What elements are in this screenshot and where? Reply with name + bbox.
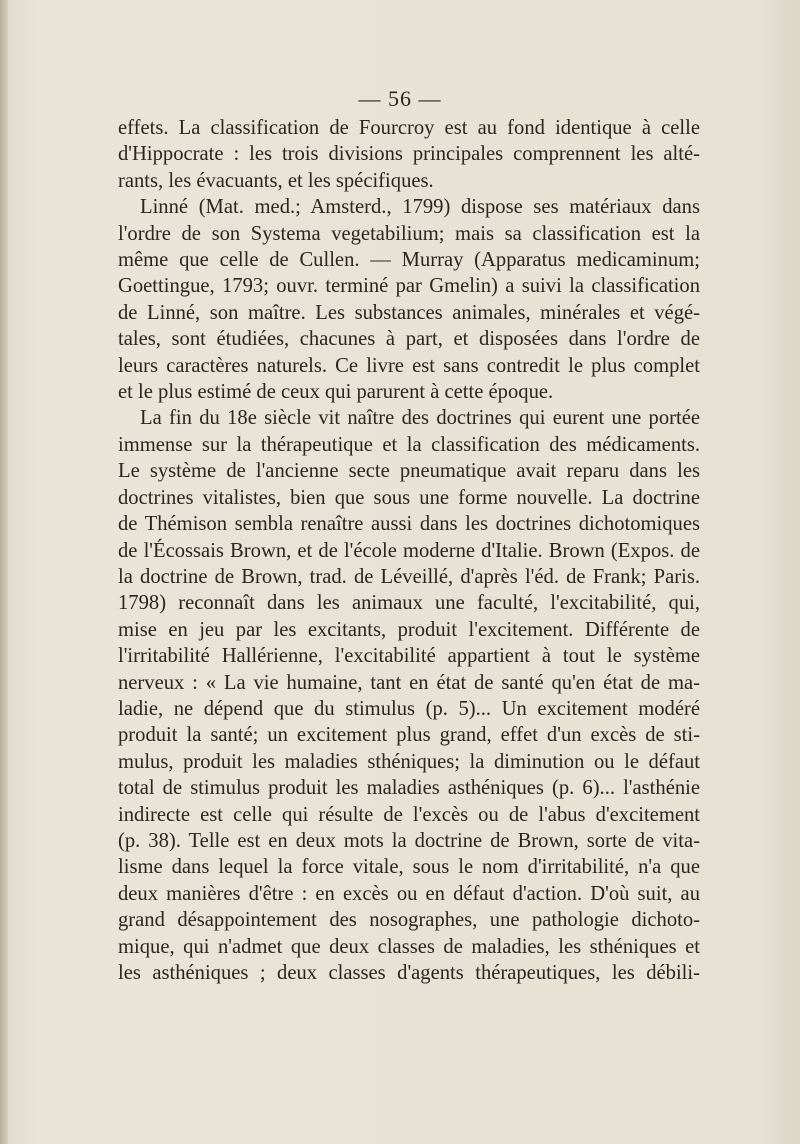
paragraph-1 [118,115,700,194]
text-line: mise en jeu par les excitants, produit l'excitement. Différente de [118,618,700,641]
text-line: l'irritabilité Hallérienne, l'excitabilité appartient à tout le système [118,645,700,668]
text-line: 1798) reconnaît dans les animaux une faculté, l'excitabilité, qui, [118,592,700,615]
text-line: de Thémison sembla renaître aussi dans les doctrines dichotomiques [118,513,700,536]
text-line: la doctrine de Brown, trad. de Léveillé, d'après l'éd. de Frank; Paris. [118,565,700,588]
text-line: indirecte est celle qui résulte de l'excès ou de l'abus d'excitement [118,803,700,826]
text-line: ladie, ne dépend que du stimulus (p. 5)... Un excitement modéré [118,697,700,720]
text-line: de l'Écossais Brown, et de l'école moderne d'Italie. Brown (Expos. de [118,539,700,562]
page-number: — 56 — [358,86,442,111]
text-line: lisme dans lequel la force vitale, sous le nom d'irritabilité, n'a que [118,856,700,879]
text-line: rants, les évacuants, et les spécifiques. [118,169,434,192]
text-line: leurs caractères naturels. Ce livre est sans contredit le plus complet [118,354,700,377]
text-line: immense sur la thérapeutique et la classification des médicaments. [118,433,700,456]
text-line: produit la santé; un excitement plus grand, effet d'un excès de sti- [118,724,700,747]
text-line: mique, qui n'admet que deux classes de maladies, les sthéniques et [118,935,700,958]
text-line: d'Hippocrate : les trois divisions principales comprennent les alté- [118,143,700,166]
text-line: grand désappointement des nosographes, une pathologie dichoto- [118,909,700,932]
paragraph-3 [118,405,700,986]
text-line: même que celle de Cullen. — Murray (Apparatus medicaminum; [118,249,700,272]
body-text [118,115,700,986]
page-spine-shadow [0,0,8,1144]
text-line: Goettingue, 1793; ouvr. terminé par Gmelin) a suivi la classification [118,275,700,298]
text-line: les asthéniques ; deux classes d'agents thérapeutiques, les débili- [118,962,700,984]
text-line: tales, sont étudiées, chacunes à part, et disposées dans l'ordre de [118,328,700,351]
text-line: total de stimulus produit les maladies asthéniques (p. 6)... l'asthénie [118,777,700,800]
text-line: La fin du 18e siècle vit naître des doctrines qui eurent une portée [140,407,700,430]
text-line: mulus, produit les maladies sthéniques; la diminution ou le défaut [118,750,700,773]
text-line: doctrines vitalistes, bien que sous une forme nouvelle. La doctrine [118,486,700,509]
text-line: l'ordre de son Systema vegetabilium; mais sa classification est la [118,222,700,245]
text-line: nerveux : « La vie humaine, tant en état de santé qu'en état de ma- [118,671,700,694]
text-line: (p. 38). Telle est en deux mots la doctrine de Brown, sorte de vita- [118,829,700,852]
text-line: Le système de l'ancienne secte pneumatique avait reparu dans les [118,460,700,483]
text-line: deux manières d'être : en excès ou en défaut d'action. D'où suit, au [118,882,700,905]
text-line: Linné (Mat. med.; Amsterd., 1799) dispose ses matériaux dans [140,196,700,219]
paragraph-2 [118,194,700,405]
text-line: et le plus estimé de ceux qui parurent à cette époque. [118,381,554,404]
text-line: de Linné, son maître. Les substances animales, minérales et végé- [118,301,700,324]
text-line: effets. La classification de Fourcroy est au fond identique à celle [118,117,700,139]
